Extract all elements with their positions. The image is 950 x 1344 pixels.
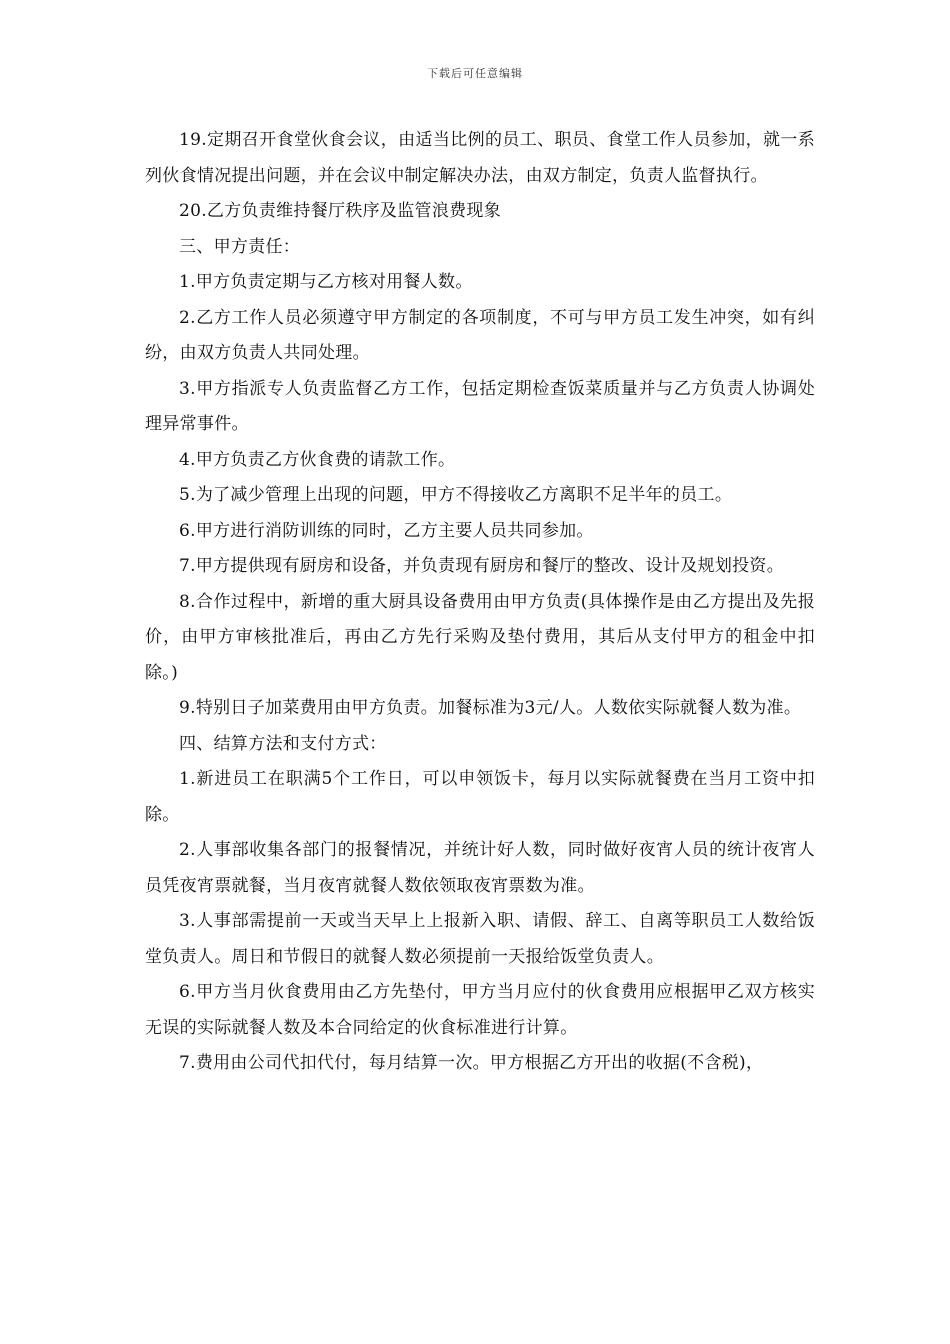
paragraph-a7: 7.甲方提供现有厨房和设备，并负责现有厨房和餐厅的整改、设计及规划投资。: [179, 556, 785, 576]
paragraph-a6: 6.甲方进行消防训练的同时，乙方主要人员共同参加。: [179, 520, 594, 541]
page-header: 下载后可任意编辑: [427, 67, 523, 80]
paragraph-a5: 5.为了减少管理上出现的问题，甲方不得接收乙方离职不足半年的员工。: [179, 485, 733, 505]
paragraph-s7: 7.费用由公司代扣代付，每月结算一次。甲方根据乙方开出的收据(不含税)，: [179, 1053, 764, 1073]
paragraph-a3: 3.甲方指派专人负责监督乙方工作，包括定期检查饭菜质量并与乙方负责人协调处理异常事件。: [145, 378, 815, 434]
paragraph-19: 19.定期召开食堂伙食会议，由适当比例的员工、职员、食堂工作人员参加，就一系列伙食情况提出问题，并在会议中制定解决办法，由双方制定，负责人监督执行。: [145, 130, 815, 186]
paragraph-a2: 2.乙方工作人员必须遵守甲方制定的各项制度，不可与甲方员工发生冲突，如有纠纷，由双方负责人共同处理。: [145, 307, 815, 363]
paragraph-s2: 2.人事部收集各部门的报餐情况，并统计好人数，同时做好夜宵人员的统计夜宵人员凭夜宵票就餐，当月夜宵就餐人数依领取夜宵票数为准。: [145, 840, 815, 896]
paragraph-a8: 8.合作过程中，新增的重大厨具设备费用由甲方负责(具体操作是由乙方提出及先报价，由甲方审核批准后，再由乙方先行采购及垫付费用，其后从支付甲方的租金中扣除。): [145, 591, 815, 683]
paragraph-s3: 3.人事部需提前一天或当天早上上报新入职、请假、辞工、自离等职员工人数给饭堂负责人。周日和节假日的就餐人数必须提前一天报给饭堂负责人。: [145, 911, 815, 967]
paragraph-s6: 6.甲方当月伙食费用由乙方先垫付，甲方当月应付的伙食费用应根据甲乙双方核实无误的实际就餐人数及本合同给定的伙食标准进行计算。: [145, 982, 815, 1038]
section-heading-party-a-responsibilities: 三、甲方责任：: [179, 236, 301, 257]
paragraph-a9: 9.特别日子加菜费用由甲方负责。加餐标准为3元/人。人数依实际就餐人数为准。: [179, 698, 802, 718]
paragraph-a1: 1.甲方负责定期与乙方核对用餐人数。: [179, 272, 473, 292]
paragraph-s1: 1.新进员工在职满5个工作日，可以申领饭卡，每月以实际就餐费在当月工资中扣除。: [145, 769, 815, 825]
section-heading-settlement: 四、结算方法和支付方式：: [179, 733, 387, 754]
paragraph-a4: 4.甲方负责乙方伙食费的请款工作。: [179, 449, 456, 470]
paragraph-20: 20.乙方负责维持餐厅秩序及监管浪费现象: [179, 201, 502, 221]
document-body: [145, 123, 815, 1082]
